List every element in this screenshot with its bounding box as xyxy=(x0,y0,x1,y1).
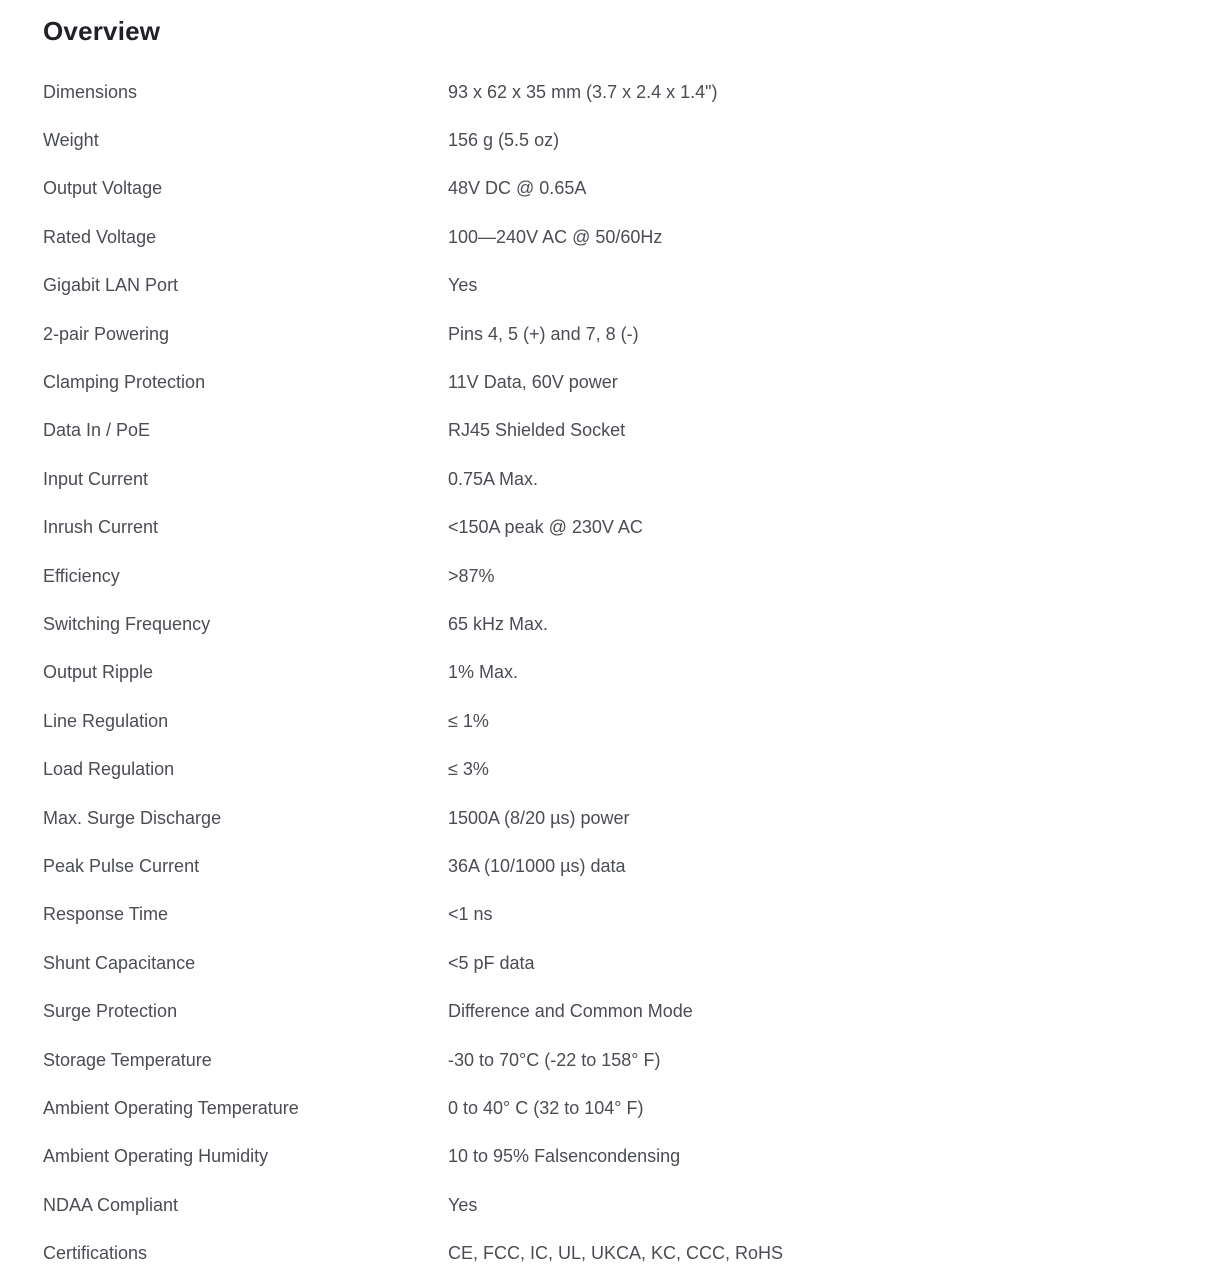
spec-value: 36A (10/1000 µs) data xyxy=(448,855,626,876)
spec-row xyxy=(43,504,1193,552)
spec-value: 0 to 40° C (32 to 104° F) xyxy=(448,1097,644,1118)
spec-value: RJ45 Shielded Socket xyxy=(448,420,626,441)
spec-row xyxy=(43,1036,1193,1084)
spec-label: Switching Frequency xyxy=(43,613,211,634)
spec-value: >87% xyxy=(448,565,495,586)
spec-value: 48V DC @ 0.65A xyxy=(448,178,587,199)
spec-label: Ambient Operating Temperature xyxy=(43,1097,299,1118)
spec-value: Difference and Common Mode xyxy=(448,1001,693,1022)
spec-label: Load Regulation xyxy=(43,759,175,780)
spec-row xyxy=(43,407,1193,455)
spec-label: Data In / PoE xyxy=(43,420,151,441)
spec-row xyxy=(43,891,1193,939)
spec-row xyxy=(43,358,1193,406)
spec-value: 65 kHz Max. xyxy=(448,613,549,634)
spec-label: Line Regulation xyxy=(43,710,169,731)
spec-label: Ambient Operating Humidity xyxy=(43,1146,269,1167)
spec-label: Max. Surge Discharge xyxy=(43,807,222,828)
spec-row xyxy=(43,213,1193,261)
spec-list xyxy=(43,68,1193,1278)
spec-row xyxy=(43,1229,1193,1277)
spec-row xyxy=(43,68,1193,116)
spec-label: Storage Temperature xyxy=(43,1049,212,1070)
spec-label: Shunt Capacitance xyxy=(43,952,196,973)
spec-label: NDAA Compliant xyxy=(43,1194,179,1215)
spec-label: Surge Protection xyxy=(43,1001,178,1022)
spec-value: ≤ 3% xyxy=(448,759,489,780)
spec-row xyxy=(43,842,1193,890)
spec-label: Dimensions xyxy=(43,81,138,102)
spec-value: ≤ 1% xyxy=(448,710,489,731)
spec-row xyxy=(43,165,1193,213)
spec-label: Rated Voltage xyxy=(43,226,157,247)
spec-row xyxy=(43,987,1193,1035)
spec-value: 93 x 62 x 35 mm (3.7 x 2.4 x 1.4") xyxy=(448,81,718,102)
spec-row xyxy=(43,745,1193,793)
spec-value: 100—240V AC @ 50/60Hz xyxy=(448,226,663,247)
spec-value: 10 to 95% Falsencondensing xyxy=(448,1146,681,1167)
spec-label: 2-pair Powering xyxy=(43,323,170,344)
spec-row xyxy=(43,455,1193,503)
spec-value: Yes xyxy=(448,275,478,296)
spec-value: Pins 4, 5 (+) and 7, 8 (-) xyxy=(448,323,639,344)
spec-row xyxy=(43,1181,1193,1229)
spec-label: Output Ripple xyxy=(43,662,154,683)
spec-row xyxy=(43,552,1193,600)
spec-row xyxy=(43,310,1193,358)
section-title: Overview xyxy=(43,16,161,46)
spec-row xyxy=(43,939,1193,987)
spec-row xyxy=(43,262,1193,310)
spec-value: 156 g (5.5 oz) xyxy=(448,130,560,151)
spec-label: Peak Pulse Current xyxy=(43,855,200,876)
spec-value: 1% Max. xyxy=(448,662,519,683)
spec-label: Input Current xyxy=(43,468,149,489)
spec-value: -30 to 70°C (-22 to 158° F) xyxy=(448,1049,661,1070)
spec-value: CE, FCC, IC, UL, UKCA, KC, CCC, RoHS xyxy=(448,1243,784,1264)
spec-value: Yes xyxy=(448,1194,478,1215)
spec-row xyxy=(43,116,1193,164)
spec-label: Gigabit LAN Port xyxy=(43,275,179,296)
spec-value: <150A peak @ 230V AC xyxy=(448,517,643,538)
spec-row xyxy=(43,600,1193,648)
spec-value: 11V Data, 60V power xyxy=(448,372,618,393)
spec-label: Response Time xyxy=(43,904,169,925)
spec-value: 0.75A Max. xyxy=(448,468,539,489)
spec-row xyxy=(43,649,1193,697)
spec-value: <1 ns xyxy=(448,904,493,925)
spec-label: Certifications xyxy=(43,1243,148,1264)
spec-label: Efficiency xyxy=(43,565,120,586)
spec-label: Output Voltage xyxy=(43,178,163,199)
spec-row xyxy=(43,697,1193,745)
spec-label: Clamping Protection xyxy=(43,372,206,393)
spec-value: <5 pF data xyxy=(448,952,535,973)
spec-value: 1500A (8/20 µs) power xyxy=(448,807,630,828)
spec-label: Weight xyxy=(43,130,99,151)
spec-row xyxy=(43,1133,1193,1181)
spec-label: Inrush Current xyxy=(43,517,159,538)
spec-row xyxy=(43,1084,1193,1132)
spec-row xyxy=(43,794,1193,842)
